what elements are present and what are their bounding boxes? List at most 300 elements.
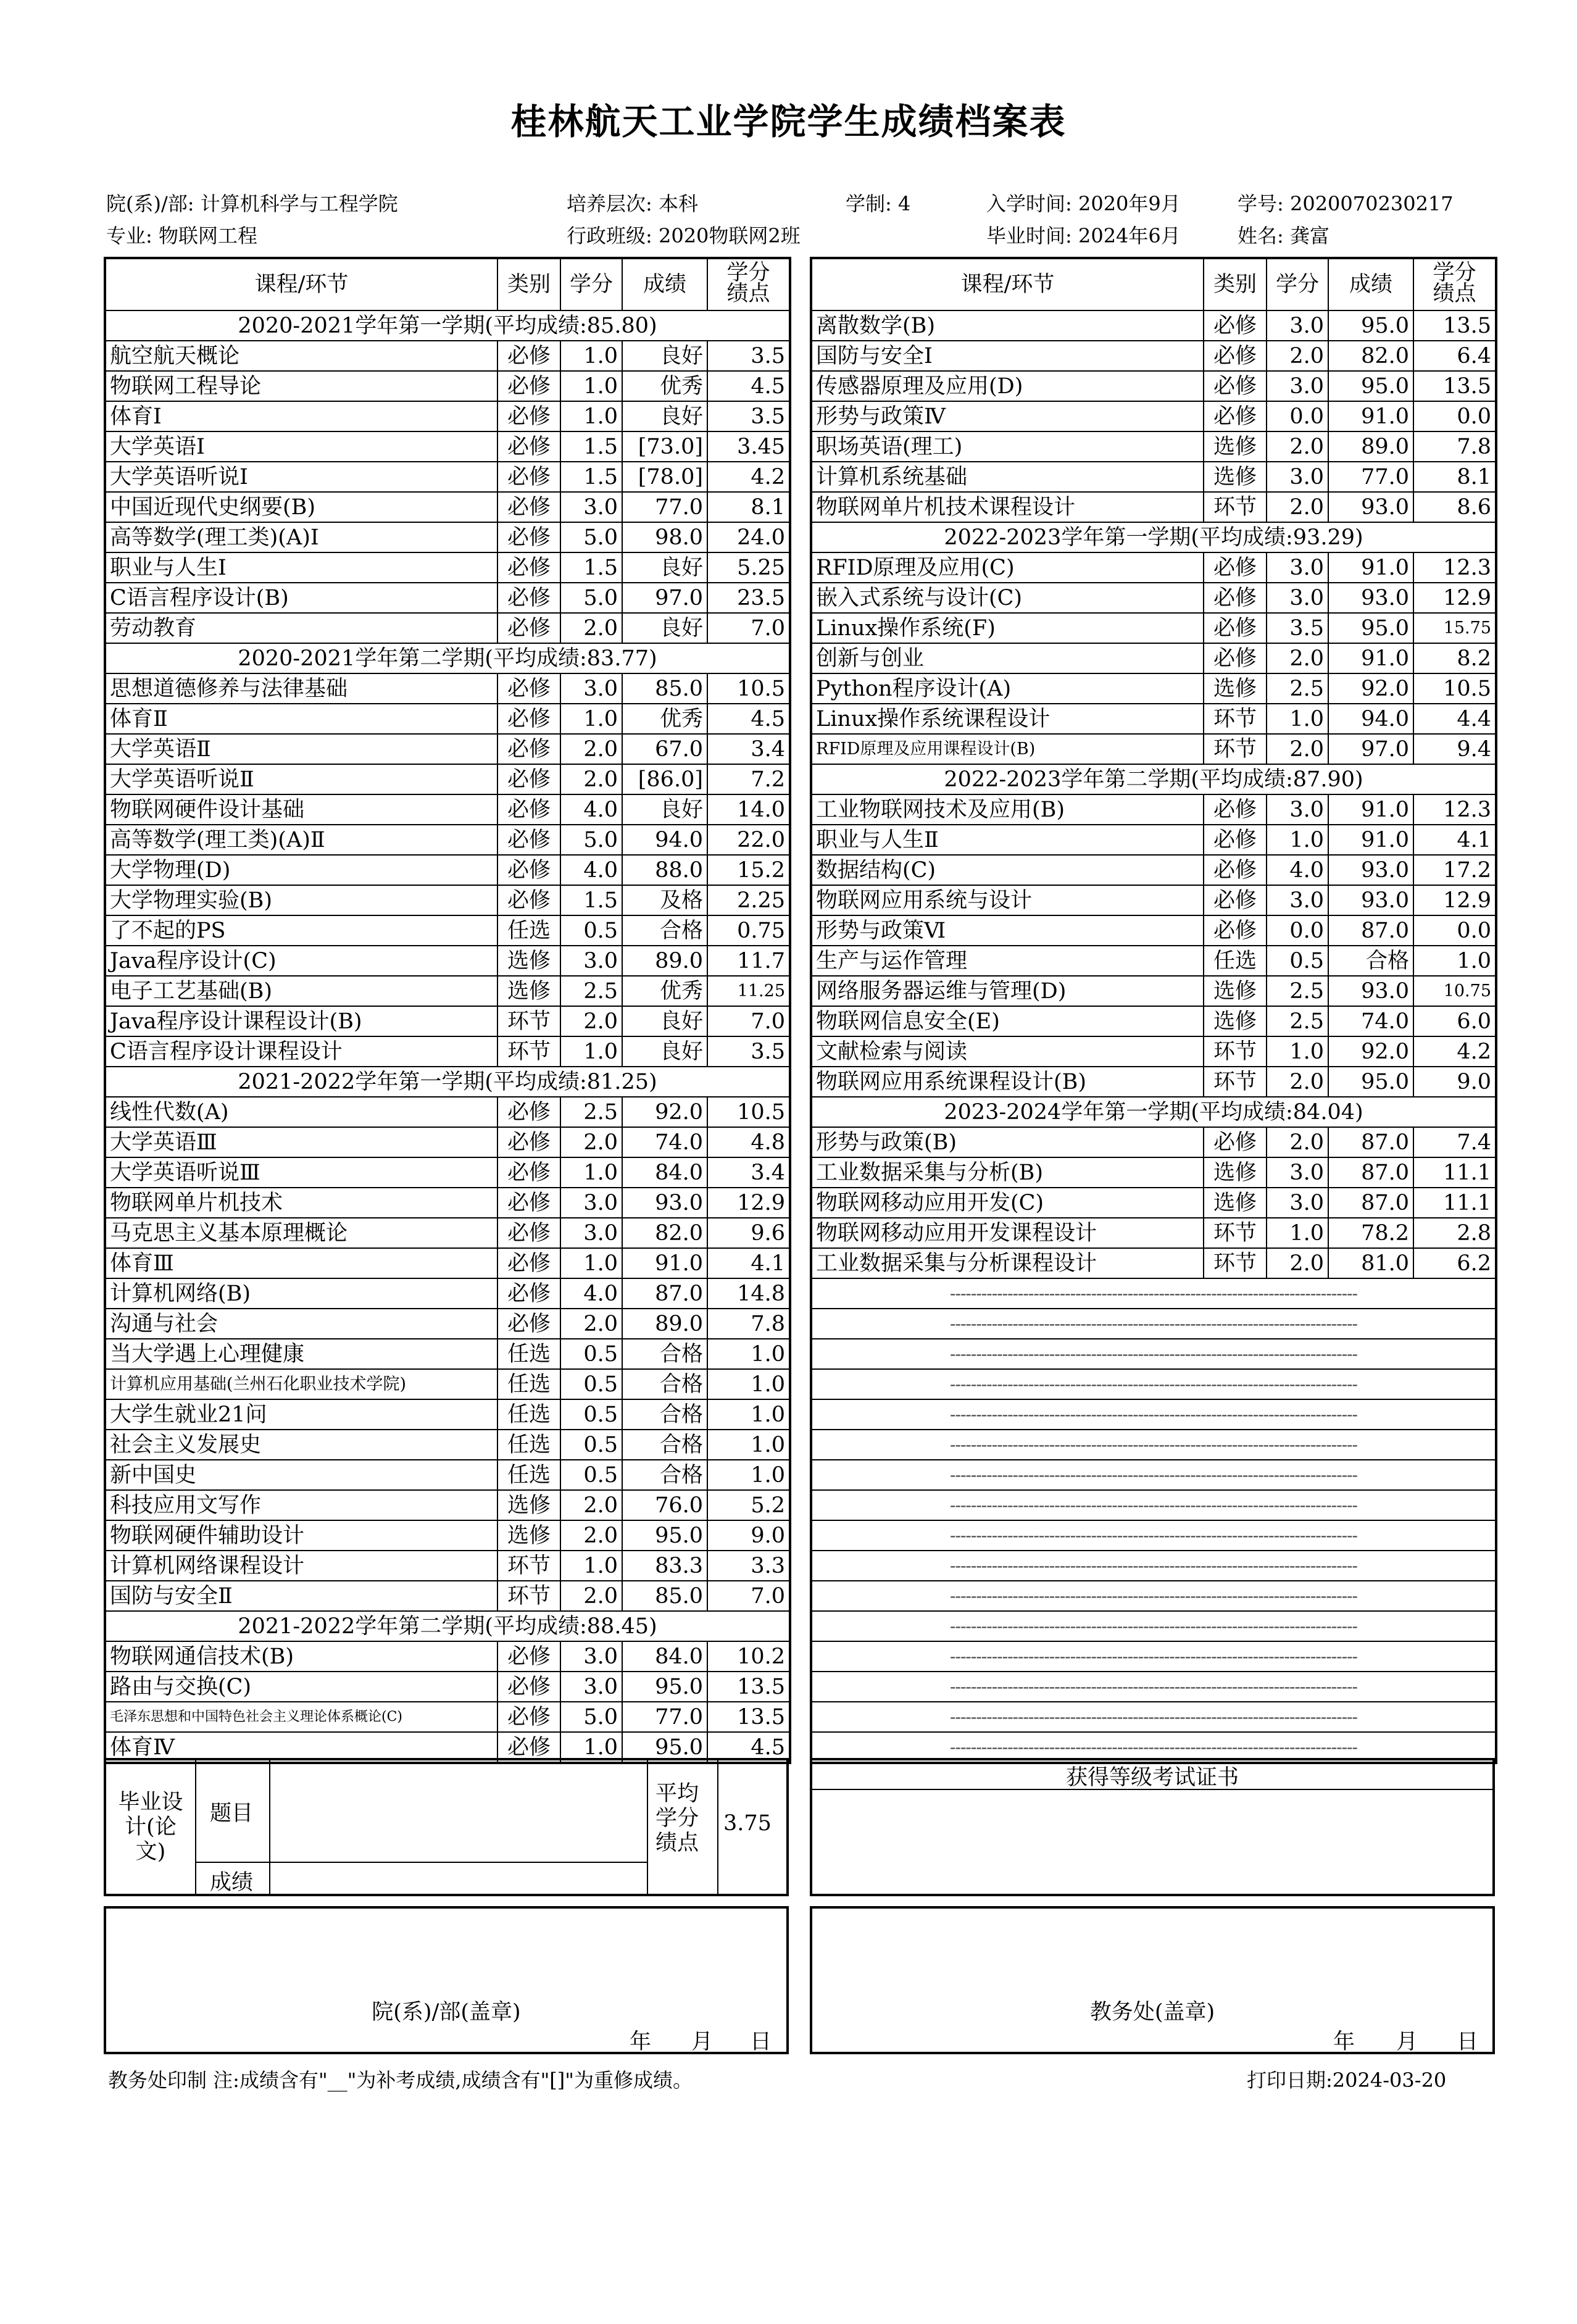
course-credit: 1.0 [1267,1036,1328,1067]
enroll-info [986,188,1181,217]
course-type: 必修 [1204,915,1267,946]
course-credit: 1.0 [560,1551,622,1581]
course-score: 82.0 [1328,341,1413,371]
course-grade-point: 2.8 [1413,1218,1496,1248]
empty-row [811,1278,1496,1309]
course-name: 物联网工程导论 [105,371,497,401]
years-label: 学制: [846,192,892,215]
course-type: 必修 [497,1702,560,1732]
thesis-topic-label: 题目 [210,1801,254,1826]
course-score: 77.0 [622,1702,707,1732]
course-type: 环节 [1204,734,1267,764]
level-info [567,188,698,217]
course-name: 高等数学(理工类)(A)Ⅰ [105,522,497,552]
class-info [567,220,801,249]
semester-title: 2022-2023学年第一学期(平均成绩:93.29) [811,522,1496,552]
course-type: 必修 [497,1641,560,1672]
credit-header: 学分 [560,258,622,310]
course-grade-point: 1.0 [707,1399,790,1430]
course-row [105,341,790,371]
course-credit: 0.5 [560,1339,622,1369]
course-credit: 1.0 [560,401,622,431]
course-row [105,1490,790,1520]
course-type: 必修 [497,855,560,885]
course-row [105,1248,790,1278]
course-score: 及格 [622,885,707,915]
course-type: 必修 [1204,643,1267,673]
course-type: 必修 [497,1672,560,1702]
registrar-stamp-box [810,1906,1495,2054]
semester-title: 2023-2024学年第一学期(平均成绩:84.04) [811,1097,1496,1127]
course-score: 84.0 [622,1157,707,1188]
course-grade-point: 3.4 [707,1157,790,1188]
student-id-label: 学号: [1238,192,1284,215]
course-type: 必修 [497,1188,560,1218]
course-row [811,915,1496,946]
course-name: 国防与安全Ⅱ [105,1581,497,1611]
course-score: 76.0 [622,1490,707,1520]
course-row [105,855,790,885]
course-row [105,1006,790,1036]
course-score: 67.0 [622,734,707,764]
empty-row [811,1399,1496,1430]
course-name: 新中国史 [105,1460,497,1490]
course-type: 环节 [497,1581,560,1611]
course-name: 物联网移动应用开发(C) [811,1188,1204,1218]
course-grade-point: 12.9 [1413,583,1496,613]
course-credit: 0.5 [560,1430,622,1460]
course-score: 74.0 [622,1127,707,1157]
course-name: 物联网应用系统与设计 [811,885,1204,915]
course-name: 物联网单片机技术 [105,1188,497,1218]
course-row [811,704,1496,734]
course-type: 任选 [497,1399,560,1430]
course-grade-point: 10.5 [707,673,790,704]
print-date: 打印日期:2024-03-20 [1247,2068,1447,2092]
divider [195,1759,196,1895]
course-type: 必修 [497,764,560,794]
course-name: 创新与创业 [811,643,1204,673]
course-name: 思想道德修养与法律基础 [105,673,497,704]
course-row [811,462,1496,492]
course-row [105,764,790,794]
course-row [105,1641,790,1672]
course-grade-point: 4.5 [707,1732,790,1763]
course-grade-point: 5.25 [707,552,790,583]
course-row [105,1520,790,1551]
course-grade-point: 10.5 [1413,673,1496,704]
class-label: 行政班级: [567,224,652,248]
course-type: 必修 [1204,1127,1267,1157]
course-score: 94.0 [622,825,707,855]
course-credit: 1.0 [560,1248,622,1278]
course-grade-point: 6.4 [1413,341,1496,371]
course-credit: 1.0 [560,371,622,401]
thesis-label: 毕业设计(论文) [118,1790,183,1864]
course-row [105,401,790,431]
grade-point-header [1413,258,1496,310]
student-name-info [1238,220,1329,249]
course-credit: 1.0 [1267,704,1328,734]
course-grade-point: 4.8 [707,1127,790,1157]
stamp-year: 年 [1333,2030,1355,2054]
course-grade-point: 4.5 [707,704,790,734]
course-credit: 3.0 [560,1641,622,1672]
course-credit: 2.0 [560,764,622,794]
course-row [811,341,1496,371]
course-type: 选修 [1204,462,1267,492]
course-grade-point: 13.5 [707,1672,790,1702]
course-credit: 1.5 [560,462,622,492]
course-name: 形势与政策Ⅳ [811,401,1204,431]
course-row [811,825,1496,855]
course-score: 77.0 [1328,462,1413,492]
course-score: 95.0 [622,1672,707,1702]
course-credit: 2.5 [1267,976,1328,1006]
course-credit: 2.0 [1267,431,1328,462]
course-credit: 2.5 [560,976,622,1006]
course-grade-point: 7.0 [707,1006,790,1036]
course-score: 87.0 [1328,1188,1413,1218]
gp-header-line1: 学分 [1433,260,1476,285]
course-row [105,462,790,492]
course-credit: 2.5 [1267,1006,1328,1036]
divider [269,1759,270,1895]
course-row [105,1278,790,1309]
course-grade-point: 3.3 [707,1551,790,1581]
empty-row [811,1369,1496,1399]
course-name: 马克思主义基本原理概论 [105,1218,497,1248]
course-score: 95.0 [1328,310,1413,341]
course-type: 选修 [497,1520,560,1551]
empty-row [811,1460,1496,1490]
course-grade-point: 4.2 [1413,1036,1496,1067]
course-score: 合格 [1328,946,1413,976]
course-credit: 1.5 [560,552,622,583]
course-score: 合格 [622,1339,707,1369]
course-row [105,704,790,734]
graduation-value: 2024年6月 [1078,224,1181,248]
course-row [811,855,1496,885]
course-row [811,401,1496,431]
stamp-day: 日 [750,2030,772,2054]
course-score: 93.0 [1328,976,1413,1006]
course-credit: 4.0 [560,1278,622,1309]
course-row [105,371,790,401]
course-grade-point: 12.3 [1413,794,1496,825]
course-name: 社会主义发展史 [105,1430,497,1460]
course-type: 必修 [497,522,560,552]
gpa-label: 平均学分绩点 [655,1781,699,1855]
course-row [105,1218,790,1248]
course-credit: 5.0 [560,522,622,552]
course-credit: 1.0 [1267,825,1328,855]
empty-row [811,1641,1496,1672]
course-grade-point: 15.75 [1413,613,1496,643]
course-grade-point: 13.5 [1413,371,1496,401]
course-row [105,825,790,855]
course-row [811,1127,1496,1157]
course-credit: 3.0 [1267,885,1328,915]
course-type: 环节 [497,1036,560,1067]
course-type: 选修 [497,976,560,1006]
course-row [105,1188,790,1218]
graduation-label: 毕业时间: [986,224,1072,248]
empty-row [811,1430,1496,1460]
course-name: 大学英语Ⅲ [105,1127,497,1157]
course-credit: 0.5 [560,1399,622,1430]
empty-row [811,1581,1496,1611]
dash-filler: ------------------------------------------------------------------------------ [811,1702,1496,1732]
course-type: 任选 [497,1460,560,1490]
course-row [105,1551,790,1581]
course-score: 92.0 [1328,1036,1413,1067]
course-score: 87.0 [1328,1157,1413,1188]
stamp-month: 月 [1396,2030,1418,2054]
course-row [811,1188,1496,1218]
course-score: 91.0 [1328,794,1413,825]
course-grade-point: 3.5 [707,341,790,371]
divider [717,1759,718,1895]
course-row [105,1672,790,1702]
course-row [105,976,790,1006]
course-name: 了不起的PS [105,915,497,946]
course-score: 89.0 [622,1309,707,1339]
course-score: 93.0 [622,1188,707,1218]
course-score: 78.2 [1328,1218,1413,1248]
course-type: 必修 [497,1157,560,1188]
course-score: 合格 [622,1460,707,1490]
course-row [105,1127,790,1157]
dash-filler: ------------------------------------------------------------------------------ [811,1278,1496,1309]
course-credit: 0.0 [1267,915,1328,946]
course-row [105,1309,790,1339]
course-type: 必修 [1204,401,1267,431]
semester-title: 2021-2022学年第一学期(平均成绩:81.25) [105,1067,790,1097]
course-row [811,885,1496,915]
course-grade-point: 7.8 [1413,431,1496,462]
course-credit: 2.0 [560,613,622,643]
course-score: 94.0 [1328,704,1413,734]
course-grade-point: 0.0 [1413,915,1496,946]
score-header: 成绩 [622,258,707,310]
course-type: 必修 [497,552,560,583]
registrar-stamp-label: 教务处(盖章) [1089,2000,1215,2025]
class-value: 2020物联网2班 [658,224,801,248]
course-grade-point: 12.9 [707,1188,790,1218]
course-name: 路由与交换(C) [105,1672,497,1702]
course-type: 必修 [497,341,560,371]
course-score: 82.0 [622,1218,707,1248]
course-credit: 1.0 [560,1157,622,1188]
course-grade-point: 7.2 [707,764,790,794]
course-grade-point: 0.0 [1413,401,1496,431]
course-type: 任选 [1204,946,1267,976]
course-score: 93.0 [1328,583,1413,613]
course-name: 文献检索与阅读 [811,1036,1204,1067]
course-type: 任选 [497,1369,560,1399]
course-type: 必修 [497,825,560,855]
course-grade-point: 8.2 [1413,643,1496,673]
department-label: 院(系)/部: [106,192,194,215]
course-score: 良好 [622,1036,707,1067]
course-name: 体育Ⅱ [105,704,497,734]
type-header: 类别 [497,258,560,310]
course-type: 环节 [1204,1067,1267,1097]
gpa-value: 3.75 [723,1811,772,1836]
dash-filler: ------------------------------------------------------------------------------ [811,1641,1496,1672]
course-type: 必修 [497,673,560,704]
department-stamp-label: 院(系)/部(盖章) [372,2000,521,2025]
course-score: 91.0 [1328,552,1413,583]
course-row [811,1248,1496,1278]
course-name: 计算机应用基础(兰州石化职业技术学院) [105,1369,497,1399]
course-credit: 2.0 [560,1309,622,1339]
course-score: 74.0 [1328,1006,1413,1036]
course-credit: 4.0 [560,794,622,825]
course-type: 必修 [497,734,560,764]
course-row [811,310,1496,341]
course-name: Linux操作系统课程设计 [811,704,1204,734]
course-name: 劳动教育 [105,613,497,643]
course-type: 必修 [1204,371,1267,401]
course-grade-point: 7.0 [707,613,790,643]
course-row [105,522,790,552]
course-score: 88.0 [622,855,707,885]
course-row [105,583,790,613]
course-name: 计算机网络课程设计 [105,1551,497,1581]
grade-point-header [707,258,790,310]
course-row [105,1157,790,1188]
course-score: 良好 [622,613,707,643]
course-score: 95.0 [622,1520,707,1551]
semester-title: 2020-2021学年第一学期(平均成绩:85.80) [105,310,790,341]
course-name: Java程序设计课程设计(B) [105,1006,497,1036]
course-type: 必修 [1204,583,1267,613]
course-grade-point: 11.1 [1413,1188,1496,1218]
dash-filler: ------------------------------------------------------------------------------ [811,1339,1496,1369]
course-type: 必修 [497,1218,560,1248]
course-credit: 1.5 [560,431,622,462]
course-credit: 3.0 [1267,794,1328,825]
course-score: 93.0 [1328,855,1413,885]
course-row [105,1369,790,1399]
course-grade-point: 7.8 [707,1309,790,1339]
course-row [105,1036,790,1067]
course-name: 形势与政策(B) [811,1127,1204,1157]
course-grade-point: 4.2 [707,462,790,492]
course-credit: 1.0 [1267,1218,1328,1248]
course-type: 选修 [497,1490,560,1520]
course-score: 优秀 [622,976,707,1006]
course-score: 93.0 [1328,492,1413,522]
course-name: 网络服务器运维与管理(D) [811,976,1204,1006]
course-credit: 2.0 [560,1490,622,1520]
course-credit: 2.0 [1267,341,1328,371]
course-credit: 3.0 [1267,583,1328,613]
course-credit: 3.0 [1267,1188,1328,1218]
course-name: 大学物理实验(B) [105,885,497,915]
course-credit: 2.5 [560,1097,622,1127]
course-credit: 3.0 [560,1672,622,1702]
course-name: 工业数据采集与分析课程设计 [811,1248,1204,1278]
course-type: 必修 [497,1278,560,1309]
department-value: 计算机科学与工程学院 [200,192,398,215]
course-credit: 3.0 [560,1188,622,1218]
course-score: [86.0] [622,764,707,794]
semester-row [811,764,1496,794]
course-score: 93.0 [1328,885,1413,915]
course-credit: 4.0 [1267,855,1328,885]
course-grade-point: 4.1 [707,1248,790,1278]
course-grade-point: 17.2 [1413,855,1496,885]
course-row [811,371,1496,401]
course-grade-point: 12.3 [1413,552,1496,583]
level-label: 培养层次: [567,192,652,215]
course-credit: 2.0 [1267,492,1328,522]
course-name: 毛泽东思想和中国特色社会主义理论体系概论(C) [105,1702,497,1732]
course-grade-point: 3.4 [707,734,790,764]
department-info [106,188,398,217]
course-row [105,552,790,583]
course-score: 83.3 [622,1551,707,1581]
course-grade-point: 1.0 [707,1339,790,1369]
course-row [105,794,790,825]
course-name: 物联网硬件辅助设计 [105,1520,497,1551]
course-name: 物联网通信技术(B) [105,1641,497,1672]
course-score: 良好 [622,1006,707,1036]
course-credit: 5.0 [560,583,622,613]
course-grade-point: 11.25 [707,976,790,1006]
course-name: 大学物理(D) [105,855,497,885]
course-row [811,1218,1496,1248]
empty-row [811,1611,1496,1641]
course-row [811,673,1496,704]
course-credit: 2.0 [1267,643,1328,673]
course-row [105,1581,790,1611]
table-header-row [105,258,790,310]
course-credit: 3.0 [560,1218,622,1248]
course-row [811,1067,1496,1097]
course-row [105,1702,790,1732]
course-grade-point: 1.0 [707,1369,790,1399]
course-header: 课程/环节 [105,258,497,310]
course-score: 合格 [622,1399,707,1430]
course-row [105,431,790,462]
years-value: 4 [897,192,911,215]
course-type: 必修 [1204,825,1267,855]
course-type: 必修 [497,1127,560,1157]
course-type: 选修 [497,946,560,976]
course-type: 任选 [497,1430,560,1460]
course-credit: 0.5 [560,915,622,946]
course-name: 线性代数(A) [105,1097,497,1127]
course-grade-point: 13.5 [1413,310,1496,341]
course-grade-point: 15.2 [707,855,790,885]
empty-row [811,1520,1496,1551]
course-score: 85.0 [622,673,707,704]
course-name: 科技应用文写作 [105,1490,497,1520]
course-type: 选修 [1204,1188,1267,1218]
dash-filler: ------------------------------------------------------------------------------ [811,1672,1496,1702]
course-name: 离散数学(B) [811,310,1204,341]
course-type: 任选 [497,915,560,946]
course-name: 体育Ⅳ [105,1732,497,1763]
document-title: 桂林航天工业学院学生成绩档案表 [510,101,1067,143]
course-row [105,1097,790,1127]
course-name: 生产与运作管理 [811,946,1204,976]
course-type: 选修 [1204,673,1267,704]
